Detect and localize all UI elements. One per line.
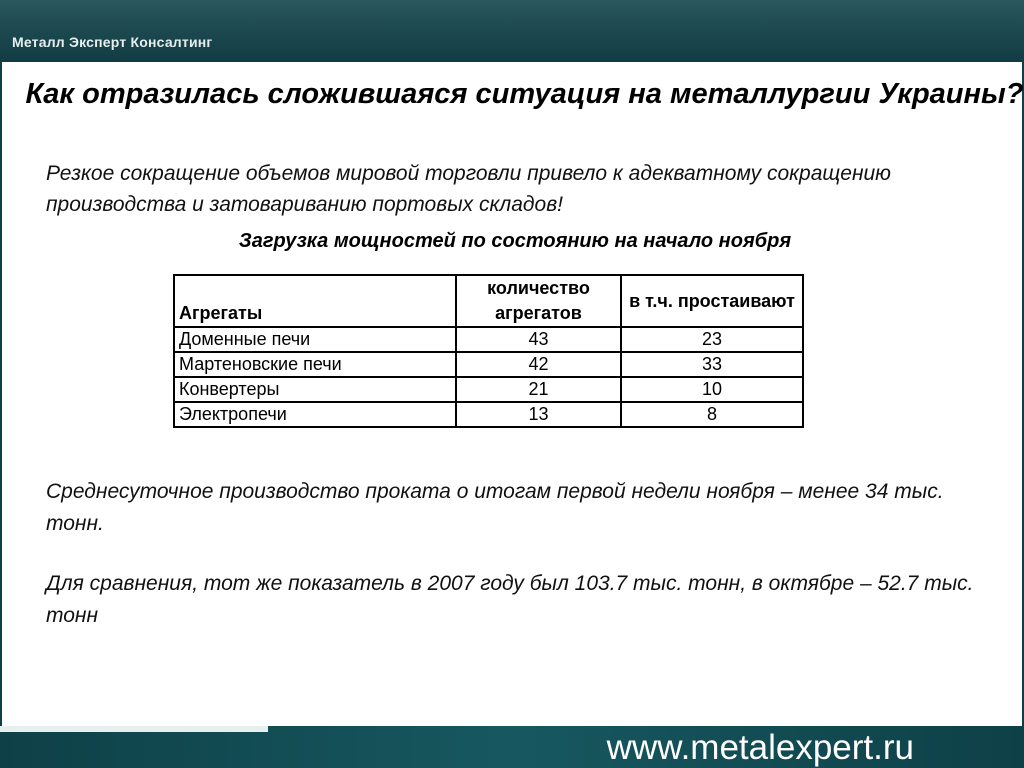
comparison-note: Для сравнения, тот же показатель в 2007 году был 103.7 тыс. тонн, в октябре – 52.7 тыс. тонн (46, 572, 974, 627)
unit-name: Доменные печи (174, 327, 456, 352)
capacity-table (173, 274, 804, 428)
unit-name: Мартеновские печи (174, 352, 456, 377)
unit-idle: 10 (621, 377, 803, 402)
slide-content (2, 62, 1022, 726)
column-header-units: Агрегаты (174, 275, 456, 327)
unit-name: Конвертеры (174, 377, 456, 402)
footer-band (0, 726, 1024, 768)
table-row (174, 327, 803, 352)
unit-count: 13 (456, 402, 621, 427)
website-link[interactable]: www.metalexpert.ru (606, 728, 914, 767)
footer-divider (0, 726, 268, 732)
column-header-idle: в т.ч. простаивают (621, 275, 803, 327)
table-header-row (174, 275, 803, 327)
unit-idle: 33 (621, 352, 803, 377)
unit-count: 43 (456, 327, 621, 352)
daily-production-note: Среднесуточное производство проката о итогам первой недели ноября – менее 34 тыс. тонн. (46, 480, 944, 535)
column-header-count: количество агрегатов (456, 275, 621, 327)
unit-count: 21 (456, 377, 621, 402)
slide-title: Как отразилась сложившаяся ситуация на металлургии Украины? (25, 78, 1024, 110)
company-name: Металл Эксперт Консалтинг (12, 34, 213, 50)
table-row (174, 352, 803, 377)
intro-text: Резкое сокращение объемов мировой торговли привело к адекватному сокращению производства и затовариванию портовых складов! (46, 162, 891, 216)
unit-idle: 23 (621, 327, 803, 352)
table-row (174, 377, 803, 402)
unit-count: 42 (456, 352, 621, 377)
unit-idle: 8 (621, 402, 803, 427)
table-title: Загрузка мощностей по состоянию на начало ноября (238, 230, 792, 252)
header-band (0, 0, 1024, 62)
unit-name: Электропечи (174, 402, 456, 427)
table-row (174, 402, 803, 427)
